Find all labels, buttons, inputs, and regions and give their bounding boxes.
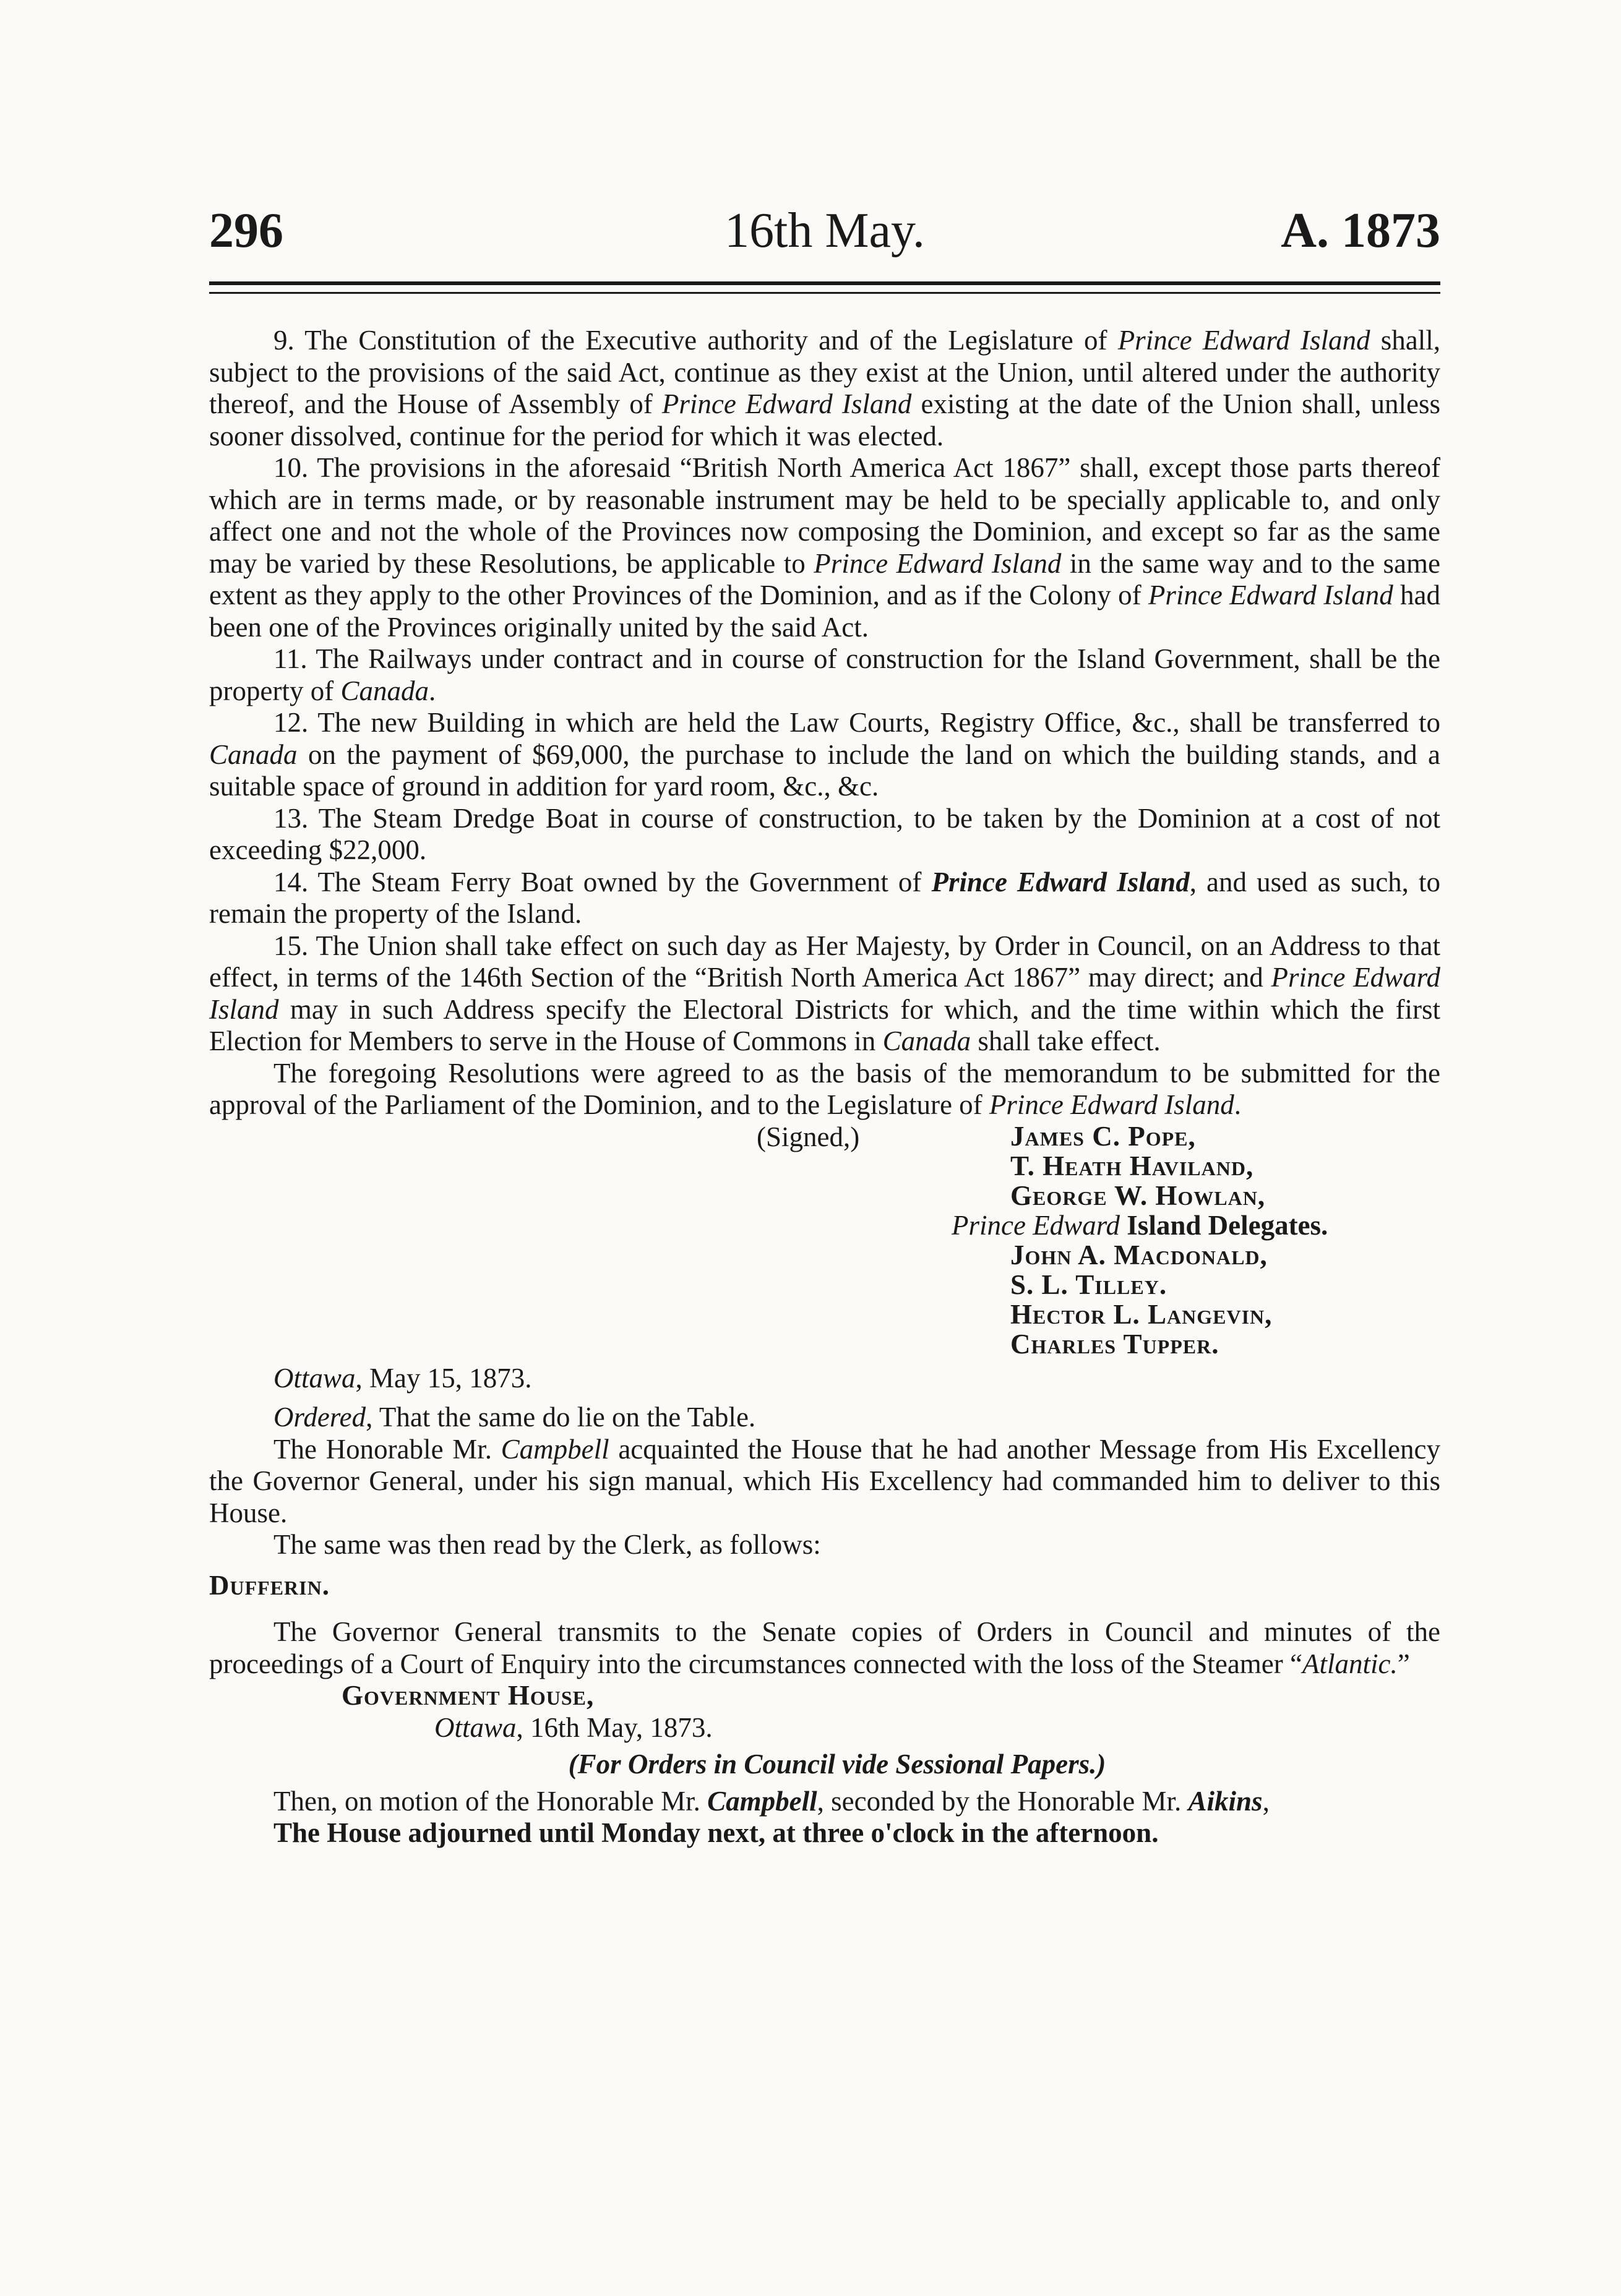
header-rule-thin: [209, 292, 1440, 294]
message-announcement: The Honorable Mr. Campbell acquainted the House that he had another Message from His Excellency the Governor General, under his sign manual, which His Excellency had commanded him to deliver to this House.: [209, 1433, 1440, 1528]
adjournment-statement: The House adjourned until Monday next, at three o'clock in the afternoon.: [273, 1817, 1159, 1848]
resolution-11: 11. The Railways under contract and in course of construction for the Island Government, shall be the property of Canada.: [209, 643, 1440, 706]
signatory-name: John A. Macdonald,: [1010, 1239, 1268, 1270]
header-date: 16th May.: [725, 203, 925, 258]
sessional-papers-note: (For Orders in Council vide Sessional Papers.): [568, 1749, 1106, 1780]
running-head: [209, 197, 1440, 265]
signatory-names: [952, 1120, 1328, 1360]
government-house: Government House,: [342, 1680, 595, 1711]
foregoing-paragraph: The foregoing Resolutions were agreed to as the basis of the memorandum to be submitted for the approval of the Parliament of the Dominion, and to the Legislature of Prince Edward Island.: [209, 1057, 1440, 1120]
body-text: [209, 325, 1440, 1849]
signatory-name: Hector L. Langevin,: [1010, 1298, 1273, 1330]
signatory-name: James C. Pope,: [1010, 1120, 1196, 1152]
ordered-paragraph: Ordered, That the same do lie on the Table.: [273, 1402, 756, 1433]
header-rule-thick: [209, 281, 1440, 285]
page-number: 296: [209, 203, 283, 258]
signatory-name: T. Heath Haviland,: [1010, 1150, 1254, 1181]
signatory-name: Charles Tupper.: [1010, 1328, 1219, 1360]
header-year: A. 1873: [1281, 203, 1440, 258]
resolution-12: 12. The new Building in which are held the Law Courts, Registry Office, &c., shall be transferred to Canada on the payment of $69,000, the purchase to include the land on which the building stands, and a suitable space of ground in addition for yard room, &c., &c.: [209, 707, 1440, 802]
resolution-15: 15. The Union shall take effect on such day as Her Majesty, by Order in Council, on an Address to that effect, in terms of the 146th Section of the “British North America Act 1867” may direct; and Prince Edward Island may in such Address specify the Electoral Districts for which, and the time within which the first Election for Members to serve in the House of Commons in Canada shall take effect.: [209, 930, 1440, 1056]
read-by-clerk: The same was then read by the Clerk, as follows:: [273, 1529, 821, 1560]
pei-delegates-label: Prince Edward Island Delegates.: [952, 1209, 1328, 1241]
resolution-9: 9. The Constitution of the Executive authority and of the Legislature of Prince Edward Island shall, subject to the provisions of the said Act, continue as they exist at the Union, until altered under the authority thereof, and the House of Assembly of Prince Edward Island existing at the date of the Union shall, unless sooner dissolved, continue for the period for which it was elected.: [209, 325, 1441, 452]
resolution-13: 13. The Steam Dredge Boat in course of construction, to be taken by the Dominion at a cost of not exceeding $22,000.: [209, 802, 1440, 865]
message-text: The Governor General transmits to the Senate copies of Orders in Council and minutes of the proceedings of a Court of Enquiry into the circumstances connected with the loss of the Steamer “Atlantic.”: [209, 1616, 1440, 1679]
ottawa-date-line: Ottawa, May 15, 1873.: [273, 1362, 532, 1394]
resolution-10: 10. The provisions in the aforesaid “British North America Act 1867” shall, except those parts thereof which are in terms made, or by reasonable instrument may be held to be specially applicable to, and only affect one and not the whole of the Provinces now composing the Dominion, and except so far as the same may be varied by these Resolutions, be applicable to Prince Edward Island in the same way and to the same extent as they apply to the other Provinces of the Dominion, and as if the Colony of Prince Edward Island had been one of the Provinces originally united by the said Act.: [209, 452, 1440, 643]
signatory-name: S. L. Tilley.: [1010, 1269, 1167, 1300]
signature-block: [209, 1121, 1440, 1363]
signatory-name: George W. Howlan,: [1010, 1180, 1266, 1211]
message-signer: Dufferin.: [209, 1569, 330, 1601]
signed-label: (Signed,): [757, 1121, 860, 1152]
government-house-date: Ottawa, 16th May, 1873.: [434, 1711, 713, 1743]
adjournment-motion: Then, on motion of the Honorable Mr. Campbell, seconded by the Honorable Mr. Aikins,: [273, 1785, 1270, 1817]
resolution-14: 14. The Steam Ferry Boat owned by the Government of Prince Edward Island, and used as such, to remain the property of the Island.: [209, 866, 1441, 929]
